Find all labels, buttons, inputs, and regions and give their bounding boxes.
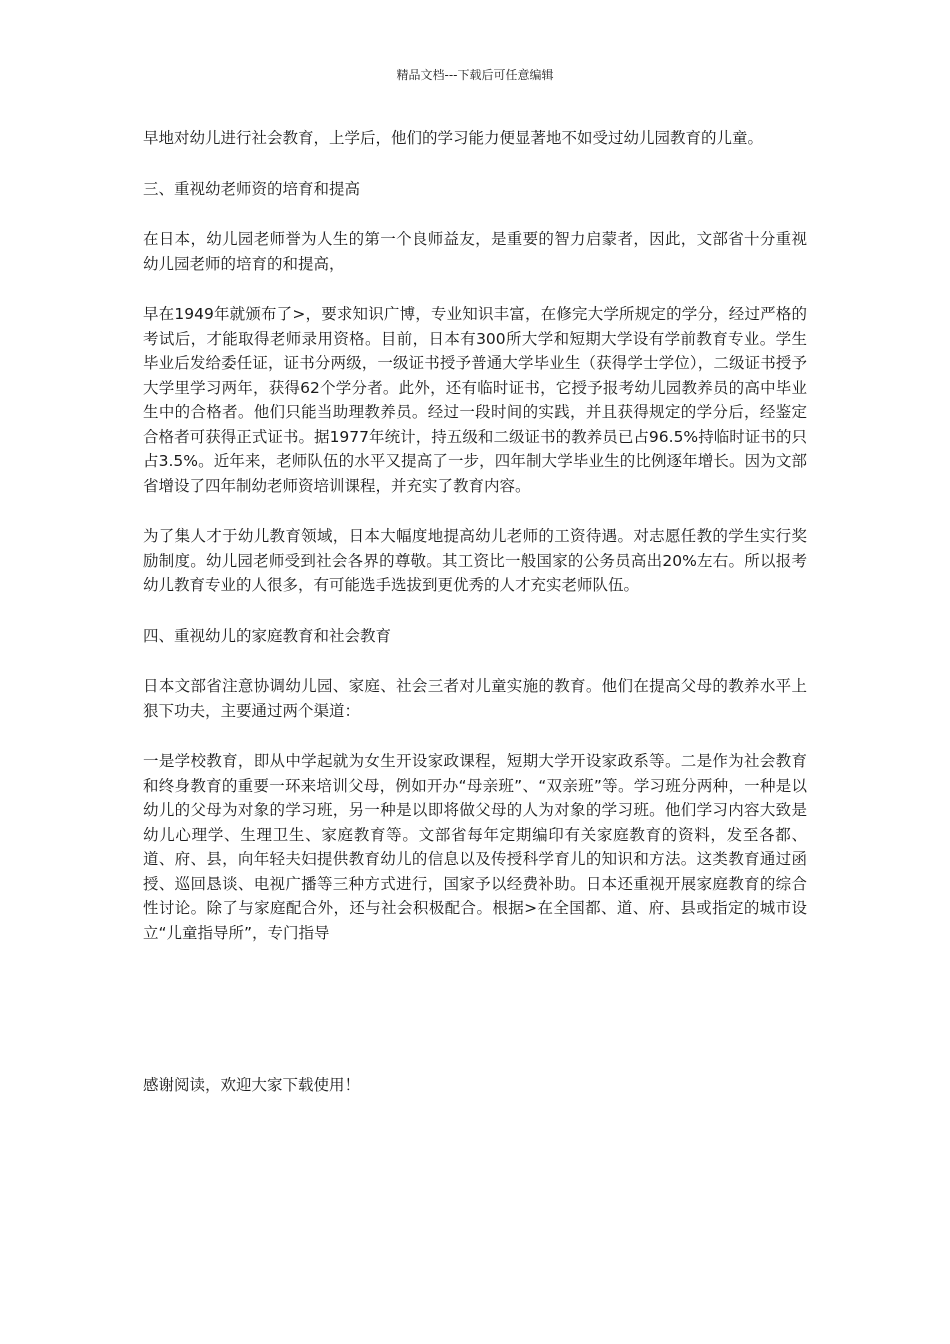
paragraph-parent-education: 一是学校教育，即从中学起就为女生开设家政课程，短期大学开设家政系等。二是作为社会教育和终身教育的重要一环来培训父母，例如开办“母亲班”、“双亲班”等。学习班分两种，一种是以幼儿的父母为对象的学习班，另一种是以即将做父母的人为对象的学习班。他们学习内容大致是幼儿心理学、生理卫生、家庭教育等。文部省每年定期编印有关家庭教育的资料，发至各都、道、府、县，向年轻夫妇提供教育幼儿的信息以及传授科学育儿的知识和方法。这类教育通过函授、巡回恳谈、电视广播等三种方式进行，国家予以经费补助。日本还重视开展家庭教育的综合性讨论。除了与家庭配合外，还与社会积极配合。根据>在全国都、道、府、县或指定的城市设立“儿童指导所”，专门指导 (143, 752, 807, 942)
paragraph-certification: 早在1949年就颁布了>，要求知识广博，专业知识丰富，在修完大学所规定的学分，经过严格的考试后，才能取得老师录用资格。目前，日本有300所大学和短期大学设有学前教育专业。学生毕业后发给委任证，证书分两级，一级证书授予普通大学毕业生（获得学士学位），二级证书授予大学里学习两年，获得62个学分者。此外，还有临时证书，它授予报考幼儿园教养员的高中毕业生中的合格者。他们只能当助理教养员。经过一段时间的实践，并且获得规定的学分后，经鉴定合格者可获得正式证书。据1977年统计，持五级和二级证书的教养员已占96.5%持临时证书的只占3.5%。近年来，老师队伍的水平又提高了一步，四年制大学毕业生的比例逐年增长。因为文部省增设了四年制幼老师资培训课程，并充实了教育内容。 (143, 305, 807, 495)
paragraph-coordination: 日本文部省注意协调幼儿园、家庭、社会三者对儿童实施的教育。他们在提高父母的教养水平上狠下功夫，主要通过两个渠道： (143, 677, 807, 720)
paragraph-salary: 为了集人才于幼儿教育领域，日本大幅度地提高幼儿老师的工资待遇。对志愿任教的学生实行奖励制度。幼儿园老师受到社会各界的尊敬。其工资比一般国家的公务员高出20%左右。所以报考幼儿教育专业的人很多，有可能选手选拔到更优秀的人才充实老师队伍。 (143, 527, 807, 594)
page-header: 精品文档---下载后可任意编辑 (396, 68, 554, 82)
section-heading-four: 四、重视幼儿的家庭教育和社会教育 (143, 626, 392, 645)
paragraph-intro-continuation: 早地对幼儿进行社会教育，上学后，他们的学习能力便显著地不如受过幼儿园教育的儿童。 (143, 129, 764, 147)
document-body (143, 126, 807, 945)
section-heading-three: 三、重视幼老师资的培育和提高 (143, 179, 361, 198)
closing-note: 感谢阅读，欢迎大家下载使用！ (143, 1076, 361, 1094)
paragraph-teacher-respect: 在日本，幼儿园老师誉为人生的第一个良师益友，是重要的智力启蒙者，因此，文部省十分重视幼儿园老师的培育的和提高， (143, 230, 807, 273)
